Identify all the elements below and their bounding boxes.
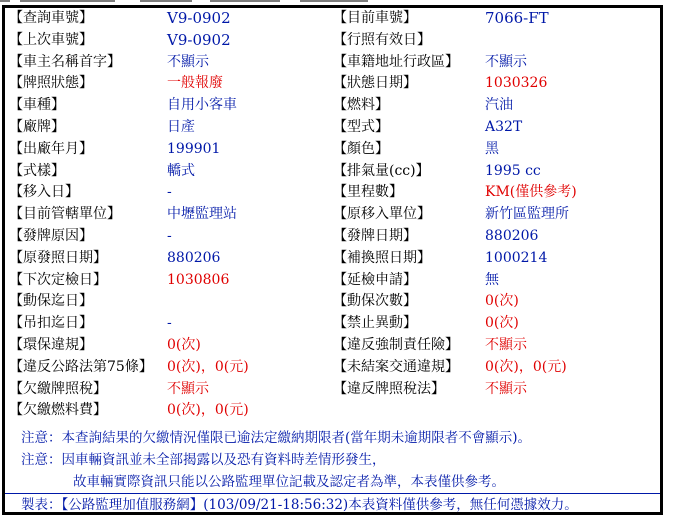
field-value-r16-c1: 0(次)，0(元) [167, 358, 249, 375]
field-label-r13-c2: 【動保次數】 [333, 293, 417, 310]
field-value-r1-c3 [481, 30, 660, 52]
field-label-r2-c0: 【車主名稱首字】 [9, 53, 121, 70]
field-label-r1-c2: 【行照有效日】 [333, 31, 431, 48]
field-label-r11-c0: 【原發照日期】 [9, 249, 107, 266]
note-line: 注意：因車輛資訊並未全部揭露以及恐有資料時差情形發生， [21, 452, 386, 468]
field-label-r7-c2: 【排氣量(cc)】 [333, 162, 430, 179]
field-value-r4-c3: 汽油 [485, 97, 513, 114]
field-label-r1-c0: 【上次車號】 [9, 31, 93, 48]
field-label-r3-c0: 【牌照狀態】 [9, 75, 93, 92]
note-line: 故車輛實際資訊只能以公路監理單位記載及認定者為準，本表僅供參考。 [73, 474, 505, 490]
field-value-r4-c1: 自用小客車 [167, 97, 237, 114]
field-label-r16-c0: 【違反公路法第75條】 [9, 358, 153, 375]
field-label-r15-c2: 【違反強制責任險】 [333, 336, 459, 353]
field-label-r14-c0: 【吊扣迄日】 [9, 315, 93, 332]
field-label-r3-c2: 【狀態日期】 [333, 75, 417, 92]
field-value-r2-c3: 不顯示 [485, 53, 527, 70]
field-value-r9-c3: 新竹區監理所 [485, 206, 569, 223]
record-grid [5, 8, 660, 422]
field-value-r13-c1 [163, 291, 329, 313]
field-value-r6-c1: 199901 [167, 140, 221, 157]
field-value-r17-c3: 不顯示 [485, 380, 527, 397]
field-label-r10-c0: 【發牌原因】 [9, 227, 93, 244]
field-label-r9-c2: 【原移入單位】 [333, 206, 431, 223]
field-label-r11-c2: 【補換照日期】 [333, 249, 431, 266]
field-value-r1-c1: V9-0902 [167, 30, 231, 49]
field-label-r12-c0: 【下次定檢日】 [9, 271, 107, 288]
field-value-r15-c3: 不顯示 [485, 336, 527, 353]
field-label-r18-c0: 【欠繳燃料費】 [9, 402, 107, 419]
field-value-r10-c3: 880206 [485, 227, 539, 244]
field-value-r5-c1: 日產 [167, 118, 195, 135]
field-label-r16-c2: 【未結案交通違規】 [333, 358, 459, 375]
field-label-r8-c2: 【里程數】 [333, 184, 403, 201]
field-value-r12-c1: 1030806 [167, 271, 230, 288]
field-value-r3-c1: 一般報廢 [167, 75, 223, 92]
field-value-r13-c3: 0(次) [485, 293, 519, 310]
field-value-r15-c1: 0(次) [167, 336, 201, 353]
field-value-r5-c3: A32T [485, 118, 523, 135]
field-value-r14-c1: - [167, 315, 172, 332]
field-label-r17-c0: 【欠繳牌照稅】 [9, 380, 107, 397]
field-label-r5-c2: 【型式】 [333, 118, 389, 135]
note-line: 製表：【公路監理加值服務網】(103/09/21-18:56:32)本表資料僅供參考，無任何憑據效力。 [21, 497, 578, 513]
field-value-r11-c3: 1000214 [485, 249, 548, 266]
field-value-r7-c3: 1995 cc [485, 162, 541, 179]
field-label-r8-c0: 【移入日】 [9, 184, 79, 201]
field-value-r16-c3: 0(次)，0(元) [485, 358, 567, 375]
field-value-r8-c3: KM(僅供參考) [485, 184, 577, 201]
field-label-r0-c2: 【目前車號】 [333, 10, 417, 26]
field-value-r17-c1: 不顯示 [167, 380, 209, 397]
field-value-r18-c3 [481, 400, 660, 422]
field-value-r7-c1: 轎式 [167, 162, 195, 179]
field-value-r12-c3: 無 [485, 271, 499, 288]
note-line: 注意：本查詢結果的欠繳情況僅限已逾法定繳納期限者(當年期未逾期限者不會顯示)。 [21, 430, 532, 446]
field-value-r0-c3: 7066-FT [485, 9, 549, 27]
field-label-r15-c0: 【環保違規】 [9, 336, 93, 353]
field-label-r6-c2: 【顏色】 [333, 140, 389, 157]
field-value-r8-c1: - [167, 184, 172, 201]
field-label-r18-c2 [329, 400, 481, 422]
field-label-r5-c0: 【廠牌】 [9, 118, 65, 135]
field-label-r7-c0: 【式樣】 [9, 162, 65, 179]
field-label-r10-c2: 【發牌日期】 [333, 227, 417, 244]
field-label-r9-c0: 【目前管轄單位】 [9, 206, 121, 223]
field-label-r13-c0: 【動保迄日】 [9, 293, 93, 310]
field-label-r17-c2: 【違反牌照稅法】 [333, 380, 445, 397]
field-label-r2-c2: 【車籍地址行政區】 [333, 53, 459, 70]
field-label-r0-c0: 【查詢車號】 [9, 10, 93, 26]
field-value-r0-c1: V9-0902 [167, 9, 231, 27]
field-value-r18-c1: 0(次)，0(元) [167, 402, 249, 419]
field-value-r10-c1: - [167, 227, 172, 244]
field-value-r11-c1: 880206 [167, 249, 221, 266]
field-label-r14-c2: 【禁止異動】 [333, 315, 417, 332]
field-value-r3-c3: 1030326 [485, 75, 548, 92]
vehicle-record-sheet [2, 5, 663, 515]
field-label-r6-c0: 【出廠年月】 [9, 140, 93, 157]
field-value-r6-c3: 黑 [485, 140, 499, 157]
field-label-r4-c0: 【車種】 [9, 97, 65, 114]
notes-block [5, 427, 660, 516]
field-label-r12-c2: 【延檢申請】 [333, 271, 417, 288]
field-value-r9-c1: 中壢監理站 [167, 206, 237, 223]
field-label-r4-c2: 【燃料】 [333, 97, 389, 114]
field-value-r14-c3: 0(次) [485, 315, 519, 332]
field-value-r2-c1: 不顯示 [167, 53, 209, 70]
